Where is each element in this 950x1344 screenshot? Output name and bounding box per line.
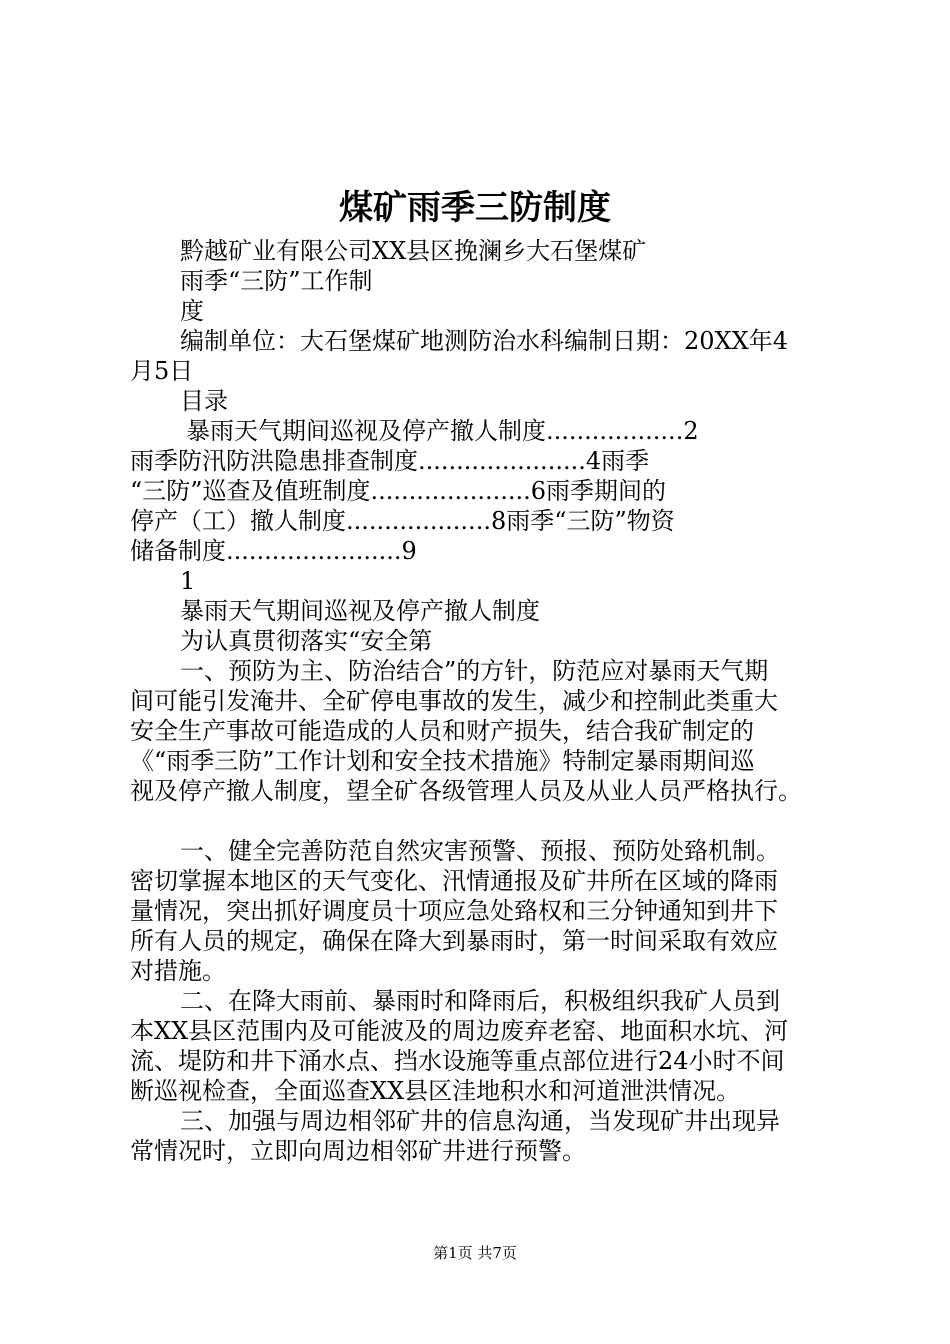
paragraph-line: 断巡视检查，全面巡查XX县区洼地积水和河道泄洪情况。 [130,1077,741,1105]
subtitle-line: 雨季“三防”工作制 [180,267,373,295]
subtitle-line-cont: 度 [180,297,204,325]
toc-entry: 储备制度.......................9 [130,537,417,565]
page-footer: 第1页 共7页 [433,1244,517,1262]
toc-entry: 暴雨天气期间巡视及停产撤人制度..................2 [186,417,699,445]
document-title: 煤矿雨季三防制度 [339,188,611,228]
toc-entry: “三防”巡查及值班制度.....................6雨季期间的 [130,477,667,505]
paragraph-line: 量情况，突出抓好调度员十项应急处臵权和三分钟通知到井下 [130,897,778,925]
paragraph-line: 间可能引发淹井、全矿停电事故的发生，减少和控制此类重大 [130,687,778,715]
paragraph-line: 流、堤防和井下涌水点、挡水设施等重点部位进行24小时不间 [130,1047,785,1075]
toc-heading: 目录 [180,387,228,415]
paragraph-line: 一、预防为主、防治结合”的方针，防范应对暴雨天气期 [180,657,769,685]
paragraph-line: 为认真贯彻落实“安全第 [180,627,433,655]
paragraph-line: 密切掌握本地区的天气变化、汛情通报及矿井所在区域的降雨 [130,867,778,895]
document-body [130,236,840,1166]
paragraph-line: 《“雨季三防”工作计划和安全技术措施》特制定暴雨期间巡 [130,747,755,775]
paragraph-line: 视及停产撤人制度，望全矿各级管理人员及从业人员严格执行。 [130,777,802,805]
paragraph-line: 安全生产事故可能造成的人员和财产损失，结合我矿制定的 [130,717,754,745]
compiler-line: 编制单位：大石堡煤矿地测防治水科编制日期：20XX年4 [180,327,788,355]
company-line: 黔越矿业有限公司XX县区挽澜乡大石堡煤矿 [180,237,647,265]
page-number-marker: 1 [180,567,196,595]
paragraph-line: 一、健全完善防范自然灾害预警、预报、预防处臵机制。 [180,837,780,865]
toc-entry: 停产（工）撤人制度...................8雨季“三防”物资 [130,507,675,535]
paragraph-line: 对措施。 [130,957,226,985]
paragraph-line: 所有人员的规定，确保在降大到暴雨时，第一时间采取有效应 [130,927,778,955]
paragraph-line: 二、在降大雨前、暴雨时和降雨后，积极组织我矿人员到 [180,987,780,1015]
section-heading: 暴雨天气期间巡视及停产撤人制度 [180,597,540,625]
paragraph-line: 常情况时，立即向周边相邻矿井进行预警。 [130,1137,586,1165]
toc-entry: 雨季防汛防洪隐患排查制度......................4雨季 [130,447,650,475]
paragraph-gap [130,806,840,836]
paragraph-line: 三、加强与周边相邻矿井的信息沟通，当发现矿井出现异 [180,1107,780,1135]
compiler-line-cont: 月5日 [130,357,194,385]
paragraph-line: 本XX县区范围内及可能波及的周边废弃老窑、地面积水坑、河 [130,1017,789,1045]
